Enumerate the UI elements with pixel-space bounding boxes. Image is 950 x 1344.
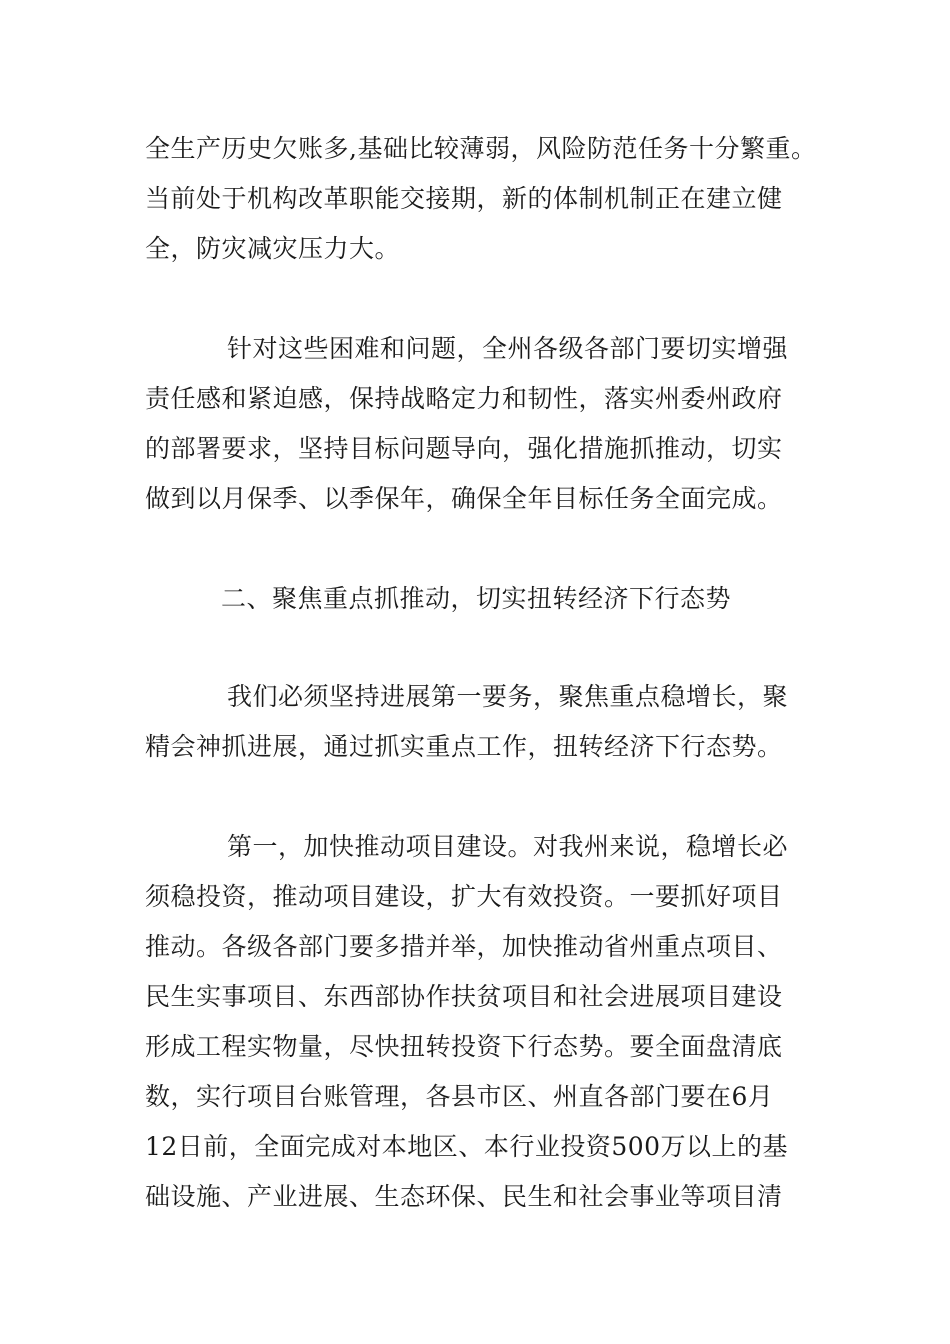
paragraph-line: 数，实行项目台账管理，各县市区、州直各部门要在6月 bbox=[145, 1082, 774, 1111]
paragraph-4 bbox=[145, 822, 810, 1222]
paragraph-line: 民生实事项目、东西部协作扶贫项目和社会进展项目建设 bbox=[145, 982, 783, 1011]
paragraph-line: 我们必须坚持进展第一要务，聚焦重点稳增长，聚 bbox=[227, 682, 789, 711]
paragraph-line: 推动。各级各部门要多措并举，加快推动省州重点项目、 bbox=[145, 932, 783, 961]
paragraph-line: 第一，加快推动项目建设。对我州来说，稳增长必 bbox=[227, 832, 789, 861]
paragraph-line: 全，防灾减灾压力大。 bbox=[145, 234, 401, 263]
paragraph-line: 的部署要求，坚持目标问题导向，强化措施抓推动，切实 bbox=[145, 434, 783, 463]
paragraph-line: 须稳投资，推动项目建设，扩大有效投资。一要抓好项目 bbox=[145, 882, 783, 911]
paragraph-line: 形成工程实物量，尽快扭转投资下行态势。要全面盘清底 bbox=[145, 1032, 783, 1061]
paragraph-line: 责任感和紧迫感，保持战略定力和韧性，落实州委州政府 bbox=[145, 384, 783, 413]
paragraph-line: 当前处于机构改革职能交接期，新的体制机制正在建立健 bbox=[145, 184, 783, 213]
section-heading: 二、聚焦重点抓推动，切实扭转经济下行态势 bbox=[221, 584, 732, 613]
paragraph-3 bbox=[145, 672, 810, 772]
paragraph-line: 础设施、产业进展、生态环保、民生和社会事业等项目清 bbox=[145, 1182, 783, 1211]
paragraph-line: 12日前，全面完成对本地区、本行业投资500万以上的基 bbox=[145, 1132, 789, 1161]
paragraph-1 bbox=[145, 124, 817, 274]
paragraph-line: 针对这些困难和问题，全州各级各部门要切实增强 bbox=[227, 334, 789, 363]
paragraph-line: 精会神抓进展，通过抓实重点工作，扭转经济下行态势。 bbox=[145, 732, 783, 761]
paragraph-line: 全生产历史欠账多,基础比较薄弱，风险防范任务十分繁重。 bbox=[145, 134, 817, 163]
paragraph-line: 做到以月保季、以季保年，确保全年目标任务全面完成。 bbox=[145, 484, 783, 513]
paragraph-2 bbox=[145, 324, 810, 524]
